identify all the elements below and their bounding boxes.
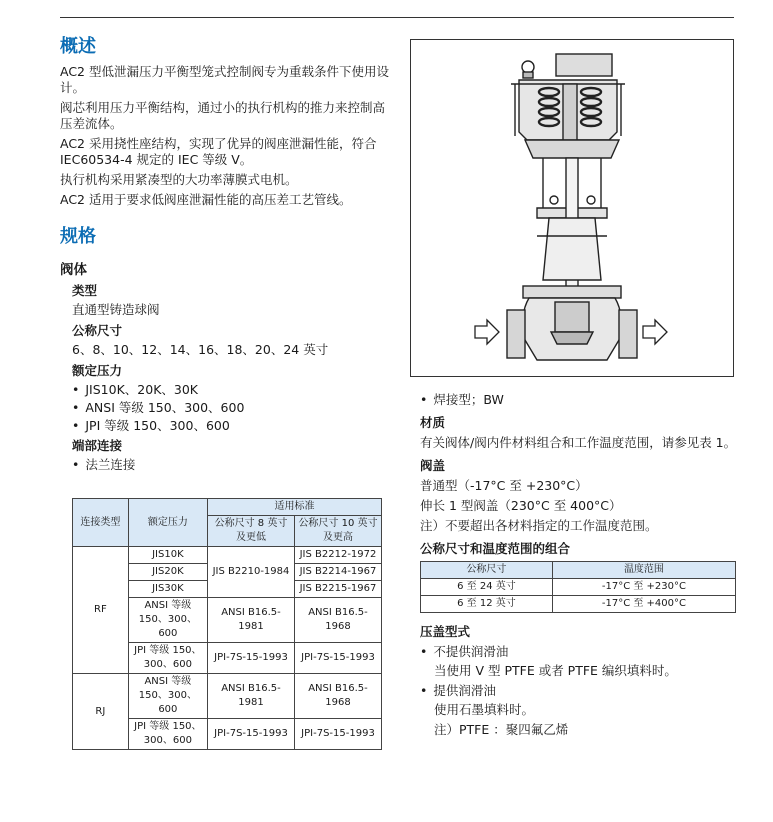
std-cell: JPI-7S-15-1993 xyxy=(294,643,381,674)
gland-item-1: • 不提供润滑油 xyxy=(420,644,738,660)
gland-item-1-desc: 当使用 V 型 PTFE 或者 PTFE 编织填料时。 xyxy=(434,663,677,678)
type-label: 类型 xyxy=(72,283,98,298)
temp-cell: -17°C 至 +400°C xyxy=(552,596,735,613)
rf-jis-std-cell: JIS B2210-1984 xyxy=(208,547,295,598)
size-label: 公称尺寸 xyxy=(72,323,123,338)
rating-cell: JPI 等级 150、300、600 xyxy=(128,643,207,674)
inlet-arrow-icon xyxy=(475,320,499,344)
rj-cell: RJ xyxy=(73,674,129,750)
size-cell: 6 至 12 英寸 xyxy=(421,596,553,613)
gland-item-2-desc: 使用石墨填料时。 xyxy=(434,702,535,717)
overview-title: 概述 xyxy=(60,36,96,57)
table-row xyxy=(421,579,736,596)
bonnet-normal: 普通型（-17°C 至 +230°C） xyxy=(420,478,588,493)
pressure-item-3: • JPI 等级 150、300、600 xyxy=(72,418,392,434)
table-row xyxy=(73,674,382,719)
std-cell: ANSI B16.5-1981 xyxy=(208,674,295,719)
type-value: 直通型铸造球阀 xyxy=(72,302,160,317)
th-size: 公称尺寸 xyxy=(421,562,553,579)
overview-para-2: 阀芯利用压力平衡结构，通过小的执行机构的推力来控制高压差流体。 xyxy=(60,100,386,131)
end-label: 端部连接 xyxy=(72,438,123,453)
size-cell: 6 至 24 英寸 xyxy=(421,579,553,596)
spec-title: 规格 xyxy=(60,226,96,247)
pressure-item-1: • JIS10K、20K、30K xyxy=(72,382,392,398)
std-cell: ANSI B16.5-1968 xyxy=(294,598,381,643)
rf-cell: RF xyxy=(73,547,129,674)
th-rating: 额定压力 xyxy=(128,499,207,547)
bonnet xyxy=(543,218,601,280)
left-column xyxy=(60,36,392,475)
overview-para-1: AC2 型低泄漏压力平衡型笼式控制阀专为重载条件下使用设计。 xyxy=(60,64,389,95)
std-cell: JIS B2214-1967 xyxy=(294,564,381,581)
table-row xyxy=(421,596,736,613)
std-cell: JPI-7S-15-1993 xyxy=(294,719,381,750)
overview-para-4: 执行机构采用紧凑型的大功率薄膜式电机。 xyxy=(60,172,298,187)
rating-cell: JIS20K xyxy=(128,564,207,581)
rating-cell: JPI 等级 150、300、600 xyxy=(128,719,207,750)
std-cell: JPI-7S-15-1993 xyxy=(208,719,295,750)
std-cell: ANSI B16.5-1968 xyxy=(294,674,381,719)
th-temp: 温度范围 xyxy=(552,562,735,579)
gland-item-2: • 提供润滑油 xyxy=(420,683,738,699)
bonnet-extended: 伸长 1 型阀盖（230°C 至 400°C） xyxy=(420,498,622,513)
th-standard: 适用标准 xyxy=(208,499,382,516)
th-conn-type: 连接类型 xyxy=(73,499,129,547)
material-heading: 材质 xyxy=(420,415,446,430)
std-cell: JPI-7S-15-1993 xyxy=(208,643,295,674)
material-text: 有关阀体/阀内件材料组合和工作温度范围，请参见表 1。 xyxy=(420,435,737,450)
pressure-item-2: • ANSI 等级 150、300、600 xyxy=(72,400,392,416)
weld-item: • 焊接型；BW xyxy=(420,392,738,408)
th-col1: 公称尺寸 8 英寸及更低 xyxy=(208,516,295,547)
th-col2: 公称尺寸 10 英寸及更高 xyxy=(294,516,381,547)
size-value: 6、8、10、12、14、16、18、20、24 英寸 xyxy=(72,342,329,357)
gland-note: 注）PTFE ：聚四氟乙烯 xyxy=(434,722,569,737)
temperature-table xyxy=(420,561,736,613)
std-cell: JIS B2212-1972 xyxy=(294,547,381,564)
valve-drawing xyxy=(411,40,733,376)
gland-heading: 压盖型式 xyxy=(420,624,471,639)
end-item-1: • 法兰连接 xyxy=(72,457,392,473)
pressure-label: 额定压力 xyxy=(72,363,123,378)
rating-cell: ANSI 等级 150、300、600 xyxy=(128,598,207,643)
rating-cell: JIS10K xyxy=(128,547,207,564)
outlet-arrow-icon xyxy=(643,320,667,344)
top-rule xyxy=(60,17,734,18)
std-cell: JIS B2215-1967 xyxy=(294,581,381,598)
body-heading: 阀体 xyxy=(60,262,87,278)
valve-figure xyxy=(410,39,734,377)
std-cell: ANSI B16.5-1981 xyxy=(208,598,295,643)
temp-cell: -17°C 至 +230°C xyxy=(552,579,735,596)
standards-table xyxy=(72,498,382,750)
table-row xyxy=(73,547,382,564)
bonnet-note: 注）不要超出各材料指定的工作温度范围。 xyxy=(420,518,658,533)
rating-cell: JIS30K xyxy=(128,581,207,598)
overview-para-3: AC2 采用挠性座结构，实现了优异的阀座泄漏性能，符合 IEC60534-4 规定的 IEC 等级 V。 xyxy=(60,136,377,167)
right-column xyxy=(420,392,738,742)
combo-heading: 公称尺寸和温度范围的组合 xyxy=(420,541,571,556)
lifting-eye xyxy=(522,61,534,73)
rating-cell: ANSI 等级 150、300、600 xyxy=(128,674,207,719)
bonnet-heading: 阀盖 xyxy=(420,458,446,473)
overview-para-5: AC2 适用于要求低阀座泄漏性能的高压差工艺管线。 xyxy=(60,192,352,207)
